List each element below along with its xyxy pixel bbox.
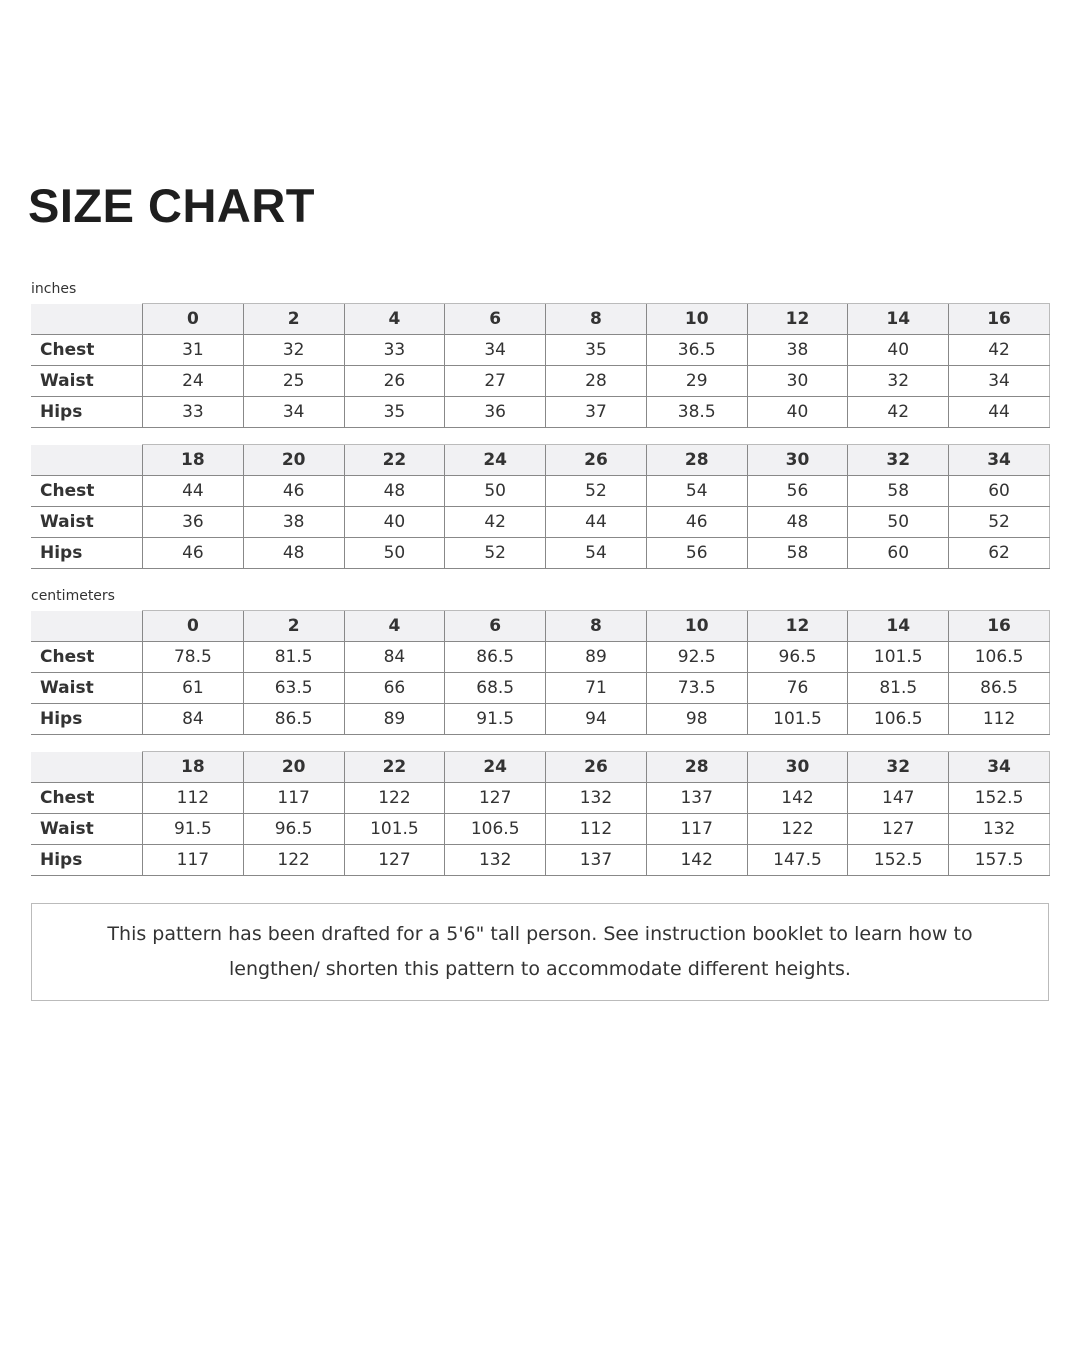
height-note-text: This pattern has been drafted for a 5'6" tall person. See instruction booklet to learn how to lengthen/ shorten this pattern to accommodate different heights. xyxy=(107,923,973,980)
size-header-cell: 6 xyxy=(445,304,546,335)
measurement-cell: 58 xyxy=(848,476,949,507)
size-header-cell: 10 xyxy=(646,304,747,335)
centimeters-label: centimeters xyxy=(31,588,115,604)
measurement-cell: 46 xyxy=(143,538,244,569)
measurement-cell: 81.5 xyxy=(848,673,949,704)
measurement-cell: 137 xyxy=(546,845,647,876)
measurement-cell: 122 xyxy=(747,814,848,845)
size-header-row xyxy=(31,445,1050,476)
measurement-cell: 132 xyxy=(949,814,1050,845)
measurement-cell: 42 xyxy=(445,507,546,538)
size-header-cell: 2 xyxy=(243,304,344,335)
size-header-cell: 8 xyxy=(546,611,647,642)
measurement-cell: 42 xyxy=(949,335,1050,366)
measurement-cell: 127 xyxy=(344,845,445,876)
measurement-cell: 58 xyxy=(747,538,848,569)
measurement-cell: 28 xyxy=(546,366,647,397)
inches-table-1 xyxy=(31,303,1050,428)
size-header-cell: 28 xyxy=(646,445,747,476)
measurement-cell: 106.5 xyxy=(848,704,949,735)
measurement-cell: 46 xyxy=(243,476,344,507)
measurement-cell: 44 xyxy=(143,476,244,507)
size-header-cell: 30 xyxy=(747,752,848,783)
measurement-cell: 52 xyxy=(546,476,647,507)
measurement-cell: 66 xyxy=(344,673,445,704)
row-label: Waist xyxy=(31,814,143,845)
size-header-cell: 2 xyxy=(243,611,344,642)
measurement-cell: 32 xyxy=(243,335,344,366)
corner-cell xyxy=(31,304,143,335)
size-header-cell: 30 xyxy=(747,445,848,476)
measurement-cell: 132 xyxy=(445,845,546,876)
measurement-cell: 106.5 xyxy=(445,814,546,845)
measurement-cell: 44 xyxy=(546,507,647,538)
measurement-cell: 92.5 xyxy=(646,642,747,673)
table-row-chest xyxy=(31,335,1050,366)
measurement-cell: 84 xyxy=(143,704,244,735)
size-header-cell: 6 xyxy=(445,611,546,642)
measurement-cell: 25 xyxy=(243,366,344,397)
row-label: Waist xyxy=(31,507,143,538)
measurement-cell: 81.5 xyxy=(243,642,344,673)
measurement-cell: 117 xyxy=(646,814,747,845)
measurement-cell: 147.5 xyxy=(747,845,848,876)
height-note-box xyxy=(31,903,1049,1001)
measurement-cell: 112 xyxy=(546,814,647,845)
measurement-cell: 152.5 xyxy=(848,845,949,876)
measurement-cell: 38.5 xyxy=(646,397,747,428)
measurement-cell: 106.5 xyxy=(949,642,1050,673)
size-header-cell: 8 xyxy=(546,304,647,335)
measurement-cell: 26 xyxy=(344,366,445,397)
size-header-cell: 20 xyxy=(243,445,344,476)
measurement-cell: 137 xyxy=(646,783,747,814)
size-header-cell: 22 xyxy=(344,445,445,476)
size-header-row xyxy=(31,304,1050,335)
measurement-cell: 142 xyxy=(646,845,747,876)
measurement-cell: 127 xyxy=(848,814,949,845)
measurement-cell: 89 xyxy=(344,704,445,735)
size-header-cell: 0 xyxy=(143,304,244,335)
table-row-hips xyxy=(31,704,1050,735)
measurement-cell: 52 xyxy=(949,507,1050,538)
row-label: Chest xyxy=(31,783,143,814)
size-header-cell: 22 xyxy=(344,752,445,783)
page-title: SIZE CHART xyxy=(28,179,315,232)
measurement-cell: 78.5 xyxy=(143,642,244,673)
measurement-cell: 54 xyxy=(546,538,647,569)
measurement-cell: 60 xyxy=(848,538,949,569)
measurement-cell: 33 xyxy=(344,335,445,366)
measurement-cell: 35 xyxy=(344,397,445,428)
measurement-cell: 62 xyxy=(949,538,1050,569)
measurement-cell: 24 xyxy=(143,366,244,397)
measurement-cell: 142 xyxy=(747,783,848,814)
measurement-cell: 40 xyxy=(848,335,949,366)
size-header-cell: 20 xyxy=(243,752,344,783)
corner-cell xyxy=(31,611,143,642)
measurement-cell: 36 xyxy=(143,507,244,538)
centimeters-table-1 xyxy=(31,610,1050,735)
measurement-cell: 34 xyxy=(243,397,344,428)
size-header-cell: 32 xyxy=(848,752,949,783)
measurement-cell: 122 xyxy=(344,783,445,814)
measurement-cell: 29 xyxy=(646,366,747,397)
measurement-cell: 31 xyxy=(143,335,244,366)
row-label: Hips xyxy=(31,704,143,735)
measurement-cell: 117 xyxy=(243,783,344,814)
measurement-cell: 122 xyxy=(243,845,344,876)
measurement-cell: 117 xyxy=(143,845,244,876)
size-header-cell: 34 xyxy=(949,752,1050,783)
corner-cell xyxy=(31,752,143,783)
measurement-cell: 42 xyxy=(848,397,949,428)
table-row-chest xyxy=(31,642,1050,673)
measurement-cell: 48 xyxy=(747,507,848,538)
size-header-cell: 26 xyxy=(546,752,647,783)
size-header-cell: 4 xyxy=(344,304,445,335)
measurement-cell: 112 xyxy=(949,704,1050,735)
size-header-cell: 24 xyxy=(445,445,546,476)
measurement-cell: 32 xyxy=(848,366,949,397)
measurement-cell: 34 xyxy=(949,366,1050,397)
size-header-cell: 12 xyxy=(747,304,848,335)
size-header-cell: 24 xyxy=(445,752,546,783)
measurement-cell: 132 xyxy=(546,783,647,814)
measurement-cell: 76 xyxy=(747,673,848,704)
measurement-cell: 36 xyxy=(445,397,546,428)
table-row-waist xyxy=(31,673,1050,704)
measurement-cell: 35 xyxy=(546,335,647,366)
measurement-cell: 56 xyxy=(747,476,848,507)
size-header-cell: 16 xyxy=(949,611,1050,642)
measurement-cell: 101.5 xyxy=(848,642,949,673)
size-header-cell: 14 xyxy=(848,611,949,642)
measurement-cell: 157.5 xyxy=(949,845,1050,876)
measurement-cell: 73.5 xyxy=(646,673,747,704)
measurement-cell: 61 xyxy=(143,673,244,704)
size-header-cell: 16 xyxy=(949,304,1050,335)
measurement-cell: 101.5 xyxy=(344,814,445,845)
table-row-waist xyxy=(31,366,1050,397)
measurement-cell: 37 xyxy=(546,397,647,428)
size-header-row xyxy=(31,752,1050,783)
row-label: Chest xyxy=(31,335,143,366)
size-header-cell: 32 xyxy=(848,445,949,476)
measurement-cell: 98 xyxy=(646,704,747,735)
measurement-cell: 86.5 xyxy=(243,704,344,735)
measurement-cell: 50 xyxy=(344,538,445,569)
measurement-cell: 30 xyxy=(747,366,848,397)
table-row-hips xyxy=(31,538,1050,569)
measurement-cell: 96.5 xyxy=(747,642,848,673)
measurement-cell: 147 xyxy=(848,783,949,814)
measurement-cell: 112 xyxy=(143,783,244,814)
inches-label: inches xyxy=(31,281,77,297)
measurement-cell: 54 xyxy=(646,476,747,507)
size-header-row xyxy=(31,611,1050,642)
measurement-cell: 86.5 xyxy=(445,642,546,673)
size-header-cell: 18 xyxy=(143,752,244,783)
measurement-cell: 38 xyxy=(243,507,344,538)
measurement-cell: 101.5 xyxy=(747,704,848,735)
size-header-cell: 28 xyxy=(646,752,747,783)
measurement-cell: 86.5 xyxy=(949,673,1050,704)
row-label: Chest xyxy=(31,476,143,507)
measurement-cell: 52 xyxy=(445,538,546,569)
row-label: Hips xyxy=(31,397,143,428)
measurement-cell: 152.5 xyxy=(949,783,1050,814)
table-row-chest xyxy=(31,476,1050,507)
measurement-cell: 127 xyxy=(445,783,546,814)
measurement-cell: 91.5 xyxy=(143,814,244,845)
measurement-cell: 84 xyxy=(344,642,445,673)
table-row-hips xyxy=(31,845,1050,876)
row-label: Waist xyxy=(31,366,143,397)
inches-table-2 xyxy=(31,444,1050,569)
centimeters-table-2 xyxy=(31,751,1050,876)
measurement-cell: 50 xyxy=(848,507,949,538)
measurement-cell: 27 xyxy=(445,366,546,397)
size-header-cell: 26 xyxy=(546,445,647,476)
row-label: Waist xyxy=(31,673,143,704)
size-header-cell: 10 xyxy=(646,611,747,642)
measurement-cell: 50 xyxy=(445,476,546,507)
table-row-hips xyxy=(31,397,1050,428)
table-row-waist xyxy=(31,814,1050,845)
measurement-cell: 46 xyxy=(646,507,747,538)
measurement-cell: 44 xyxy=(949,397,1050,428)
measurement-cell: 40 xyxy=(747,397,848,428)
measurement-cell: 48 xyxy=(243,538,344,569)
size-header-cell: 0 xyxy=(143,611,244,642)
measurement-cell: 96.5 xyxy=(243,814,344,845)
measurement-cell: 56 xyxy=(646,538,747,569)
size-header-cell: 34 xyxy=(949,445,1050,476)
table-row-chest xyxy=(31,783,1050,814)
corner-cell xyxy=(31,445,143,476)
size-header-cell: 4 xyxy=(344,611,445,642)
size-header-cell: 12 xyxy=(747,611,848,642)
measurement-cell: 94 xyxy=(546,704,647,735)
row-label: Hips xyxy=(31,538,143,569)
measurement-cell: 38 xyxy=(747,335,848,366)
size-header-cell: 18 xyxy=(143,445,244,476)
measurement-cell: 36.5 xyxy=(646,335,747,366)
measurement-cell: 63.5 xyxy=(243,673,344,704)
measurement-cell: 40 xyxy=(344,507,445,538)
measurement-cell: 33 xyxy=(143,397,244,428)
measurement-cell: 68.5 xyxy=(445,673,546,704)
measurement-cell: 34 xyxy=(445,335,546,366)
measurement-cell: 48 xyxy=(344,476,445,507)
measurement-cell: 91.5 xyxy=(445,704,546,735)
row-label: Hips xyxy=(31,845,143,876)
measurement-cell: 60 xyxy=(949,476,1050,507)
size-header-cell: 14 xyxy=(848,304,949,335)
table-row-waist xyxy=(31,507,1050,538)
measurement-cell: 71 xyxy=(546,673,647,704)
measurement-cell: 89 xyxy=(546,642,647,673)
row-label: Chest xyxy=(31,642,143,673)
